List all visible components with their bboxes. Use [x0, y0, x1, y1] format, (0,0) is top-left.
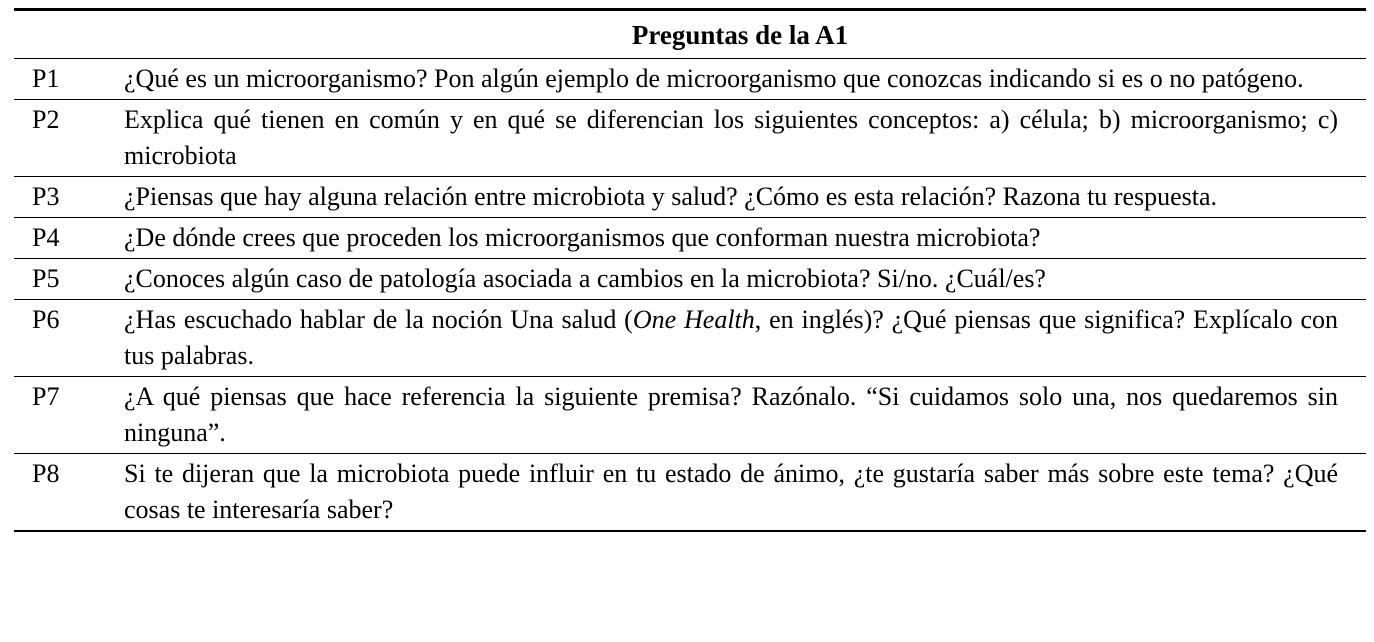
- table-row: [14, 300, 1366, 377]
- question-text: ¿A qué piensas que hace referencia la siguiente premisa? Razónalo. “Si cuidamos solo una, nos quedaremos sin ninguna”.: [112, 377, 1366, 454]
- table-row: [14, 218, 1366, 259]
- question-id: P5: [14, 259, 112, 300]
- question-text-italic: One Health: [632, 305, 755, 334]
- question-id: P1: [14, 59, 112, 100]
- table-row: [14, 454, 1366, 532]
- question-text-part: , en inglés)? ¿Qué piensas que significa? Explícalo con tus palabras.: [124, 305, 1339, 370]
- question-text: ¿Piensas que hay alguna relación entre microbiota y salud? ¿Cómo es esta relación? Razona tu respuesta.: [112, 177, 1366, 218]
- table-header: Preguntas de la A1: [14, 10, 1366, 59]
- question-id: P7: [14, 377, 112, 454]
- question-text: ¿Conoces algún caso de patología asociada a cambios en la microbiota? Si/no. ¿Cuál/es?: [112, 259, 1366, 300]
- table-row: [14, 100, 1366, 177]
- question-id: P4: [14, 218, 112, 259]
- question-text: Explica qué tienen en común y en qué se diferencian los siguientes conceptos: a) célula; b) microorganismo; c) microbiota: [112, 100, 1366, 177]
- questions-table: [14, 8, 1366, 532]
- question-text: [112, 300, 1366, 377]
- question-text-part: ¿Has escuchado hablar de la noción Una salud (: [124, 305, 633, 334]
- table-row: [14, 259, 1366, 300]
- table-header-row: [14, 10, 1366, 59]
- table-row: [14, 59, 1366, 100]
- question-text: Si te dijeran que la microbiota puede influir en tu estado de ánimo, ¿te gustaría saber más sobre este tema? ¿Qué cosas te interesaría saber?: [112, 454, 1366, 532]
- question-text: ¿De dónde crees que proceden los microorganismos que conforman nuestra microbiota?: [112, 218, 1366, 259]
- question-text: ¿Qué es un microorganismo? Pon algún ejemplo de microorganismo que conozcas indicando si es o no patógeno.: [112, 59, 1366, 100]
- question-id: P2: [14, 100, 112, 177]
- question-id: P6: [14, 300, 112, 377]
- question-id: P3: [14, 177, 112, 218]
- table-row: [14, 177, 1366, 218]
- question-id: P8: [14, 454, 112, 532]
- table-row: [14, 377, 1366, 454]
